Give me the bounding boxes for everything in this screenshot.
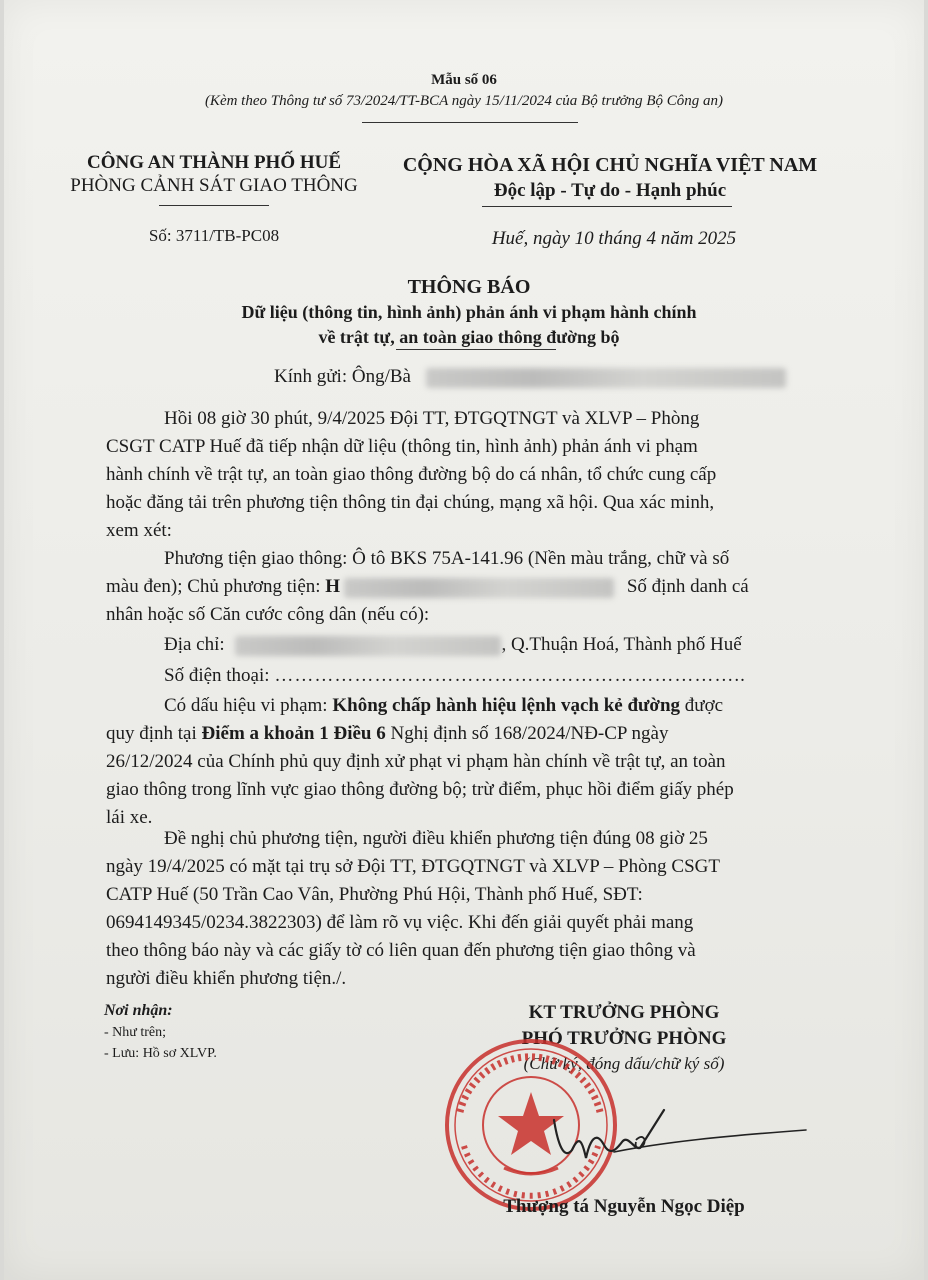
recipient-item: - Lưu: Hồ sơ XLVP. xyxy=(104,1046,217,1061)
text-line: ngày 19/4/2025 có mặt tại trụ sở Đội TT, ĐTGQTNGT và XLVP – Phòng CSGT xyxy=(106,856,720,877)
violation-decree: Nghị định số 168/2024/NĐ-CP ngày xyxy=(390,723,669,744)
circular-note: (Kèm theo Thông tư số 73/2024/TT-BCA ngày 15/11/2024 của Bộ trưởng Bộ Công an) xyxy=(204,93,724,109)
place-and-date: Huế, ngày 10 tháng 4 năm 2025 xyxy=(491,228,737,249)
violation-line2 xyxy=(106,720,814,748)
violation-line1 xyxy=(106,692,814,720)
redacted-address xyxy=(235,636,501,656)
owner-initial: H xyxy=(325,576,341,597)
owner-label: màu đen); Chủ phương tiện: xyxy=(106,576,321,597)
text-line: 0694149345/0234.3822303) để làm rõ vụ việc. Khi đến giải quyết phải mang xyxy=(106,912,694,933)
text-line: Phương tiện giao thông: Ô tô BKS 75A-141.96 (Nền màu trắng, chữ và số xyxy=(164,548,730,569)
recipients-label: Nơi nhận: xyxy=(104,1002,173,1019)
form-number: Mẫu số 06 xyxy=(431,72,497,88)
owner-line xyxy=(106,573,814,601)
phone-dots: …………………………………………………………….. xyxy=(274,665,746,686)
text-line: Đề nghị chủ phương tiện, người điều khiển phương tiện đúng 08 giờ 25 xyxy=(164,828,708,849)
address-suffix: , Q.Thuận Hoá, Thành phố Huế xyxy=(501,634,742,655)
left-header-rule xyxy=(159,205,269,206)
violation-description: Không chấp hành hiệu lệnh vạch kẻ đường xyxy=(332,695,681,716)
address-line xyxy=(164,631,742,659)
violation-rule-prefix: quy định tại xyxy=(106,723,197,744)
notice-subtitle-line1: Dữ liệu (thông tin, hình ảnh) phản ánh vi phạm hành chính xyxy=(241,302,697,322)
national-motto: Độc lập - Tự do - Hạnh phúc xyxy=(493,180,727,201)
text-line: lái xe. xyxy=(106,807,153,828)
text-line: CATP Huế (50 Trần Cao Vân, Phường Phú Hội, Thành phố Huế, SĐT: xyxy=(106,884,643,905)
country-name: CỘNG HÒA XÃ HỘI CHỦ NGHĨA VIỆT NAM xyxy=(402,154,818,176)
notice-title: THÔNG BÁO xyxy=(407,276,531,298)
text-line: hoặc đăng tải trên phương tiện thông tin đại chúng, mạng xã hội. Qua xác minh, xyxy=(106,492,715,513)
text-line: người điều khiển phương tiện./. xyxy=(106,968,347,989)
phone-label: Số điện thoại: xyxy=(164,665,270,686)
paragraph-request xyxy=(106,825,814,993)
violation-article: Điểm a khoản 1 Điều 6 xyxy=(201,723,386,744)
notice-subtitle-line2: về trật tự, an toàn giao thông đường bộ xyxy=(318,327,620,347)
id-label: Số định danh cá xyxy=(626,576,749,597)
text-line: giao thông trong lĩnh vực giao thông đường bộ; trừ điểm, phục hồi điểm giấy phép xyxy=(106,779,734,800)
violation-after: được xyxy=(684,695,724,716)
redacted-owner-name xyxy=(344,578,614,598)
address-label: Địa chỉ: xyxy=(164,634,225,655)
violation-prefix: Có dấu hiệu vi phạm: xyxy=(164,695,328,716)
signature-note: (Chữ ký, đóng dấu/chữ ký số) xyxy=(523,1054,725,1073)
recipient-item: - Như trên; xyxy=(104,1025,167,1040)
text-line: 26/12/2024 của Chính phủ quy định xử phạt vi phạm hàn chính về trật tự, an toàn xyxy=(106,751,726,772)
document-number: Số: 3711/TB-PC08 xyxy=(148,226,280,245)
signature-title2: PHÓ TRƯỞNG PHÒNG xyxy=(521,1028,727,1049)
redacted-recipient-name xyxy=(426,368,786,388)
motto-underline xyxy=(482,206,732,207)
title-underline xyxy=(396,349,556,350)
text-line: Hồi 08 giờ 30 phút, 9/4/2025 Đội TT, ĐTGQTNGT và XLVP – Phòng xyxy=(164,408,700,429)
signature-title1: KT TRƯỞNG PHÒNG xyxy=(528,1002,720,1023)
agency-name: CÔNG AN THÀNH PHỐ HUẾ xyxy=(86,152,342,173)
paragraph-vehicle xyxy=(106,545,814,629)
text-line: nhân hoặc số Căn cước công dân (nếu có): xyxy=(106,604,430,625)
phone-line xyxy=(164,662,746,690)
paragraph-intro xyxy=(106,405,814,545)
department-name: PHÒNG CẢNH SÁT GIAO THÔNG xyxy=(70,175,358,196)
header-divider xyxy=(362,122,578,123)
text-line: xem xét: xyxy=(106,520,172,541)
signer-name: Thượng tá Nguyễn Ngọc Diệp xyxy=(503,1196,745,1217)
handwritten-signature xyxy=(524,1090,824,1180)
paragraph-violation xyxy=(106,692,814,832)
text-line: hành chính về trật tự, an toàn giao thông đường bộ do cá nhân, tổ chức cung cấp xyxy=(106,464,717,485)
text-line: theo thông báo này và các giấy tờ có liên quan đến phương tiện giao thông và xyxy=(106,940,696,961)
document-page xyxy=(4,0,924,1280)
text-line: CSGT CATP Huế đã tiếp nhận dữ liệu (thông tin, hình ảnh) phản ánh vi phạm xyxy=(106,436,698,457)
greeting xyxy=(274,366,786,388)
greeting-label: Kính gửi: Ông/Bà xyxy=(274,366,411,387)
